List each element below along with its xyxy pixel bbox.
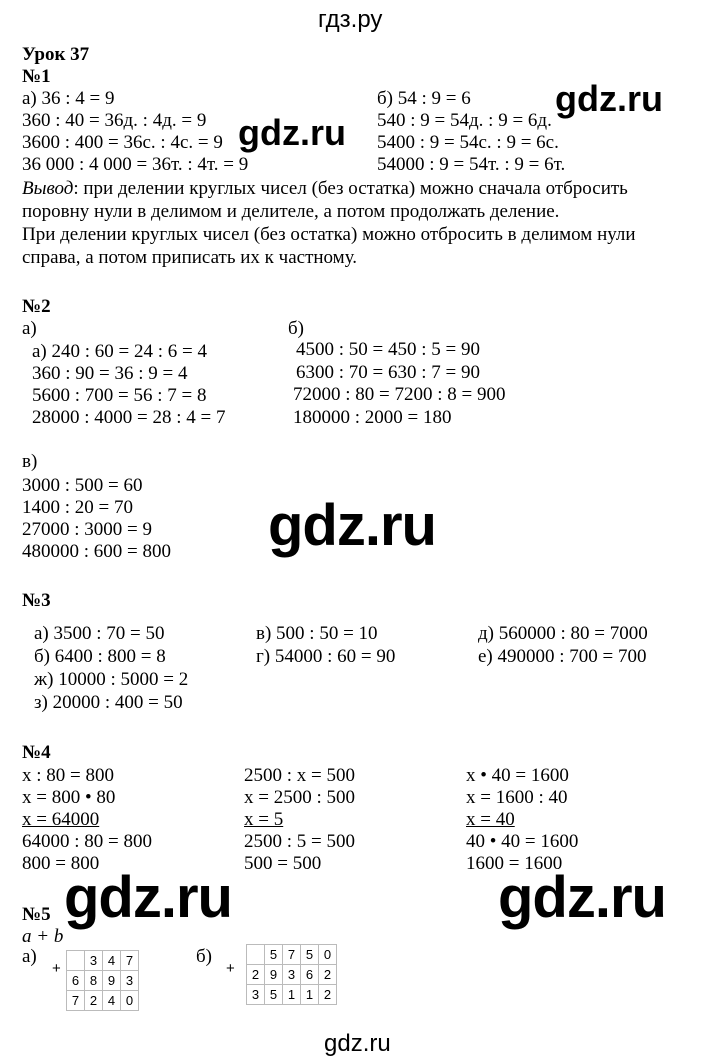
task-5-a-plus: + <box>52 960 61 977</box>
task-2-a-2: 5600 : 700 = 56 : 7 = 8 <box>32 385 207 406</box>
task-2-v-2: 27000 : 3000 = 9 <box>22 519 152 540</box>
task-2-v-0: 3000 : 500 = 60 <box>22 475 143 496</box>
grid-cell: 0 <box>319 945 337 965</box>
watermark-top: гдз.ру <box>318 6 383 33</box>
grid-cell: 9 <box>103 971 121 991</box>
grid-row <box>67 971 139 991</box>
task-2-a-1: 360 : 90 = 36 : 9 = 4 <box>32 363 188 384</box>
watermark-gdz-3: gdz.ru <box>268 493 436 558</box>
task-4-c2-0: 2500 : x = 500 <box>244 765 355 786</box>
task-4-c1-3: 64000 : 80 = 800 <box>22 831 152 852</box>
task-3-c1-3: з) 20000 : 400 = 50 <box>34 692 183 713</box>
grid-cell: 5 <box>265 985 283 1005</box>
watermark-gdz-5: gdz.ru <box>498 865 666 930</box>
task-3-c1-1: б) 6400 : 800 = 8 <box>34 646 166 667</box>
task-2-v-label: в) <box>22 451 38 472</box>
task-1-left-1: 360 : 40 = 36д. : 4д. = 9 <box>22 110 207 131</box>
task-5-expression: a + b <box>22 926 64 947</box>
watermark-bottom: gdz.ru <box>324 1030 391 1057</box>
task-5-b-grid <box>246 944 337 1005</box>
task-1-right-0: б) 54 : 9 = 6 <box>377 88 471 109</box>
task-1-right-1: 540 : 9 = 54д. : 9 = 6д. <box>377 110 552 131</box>
grid-cell <box>247 945 265 965</box>
task-3-heading: №3 <box>22 590 51 611</box>
task-2-b-0: 4500 : 50 = 450 : 5 = 90 <box>296 339 480 360</box>
conclusion-text: : при делении круглых чисел (без остатка) можно сначала отбросить поровну нули в делимом и делителе, а потом продолжать деление. <box>22 178 628 222</box>
task-2-a-label: а) <box>22 318 37 339</box>
grid-cell: 3 <box>283 965 301 985</box>
grid-cell: 0 <box>121 991 139 1011</box>
task-4-heading: №4 <box>22 742 51 763</box>
grid-cell: 2 <box>319 985 337 1005</box>
grid-cell: 2 <box>319 965 337 985</box>
task-4-c2-4: 500 = 500 <box>244 853 322 874</box>
task-5-a-label: а) <box>22 946 37 967</box>
task-2-b-label: б) <box>288 318 304 339</box>
task-5-heading: №5 <box>22 904 51 925</box>
watermark-gdz-4: gdz.ru <box>64 865 232 930</box>
task-1-right-3: 54000 : 9 = 54т. : 9 = 6т. <box>377 154 566 175</box>
task-1-left-0: а) 36 : 4 = 9 <box>22 88 115 109</box>
task-3-c3-0: д) 560000 : 80 = 7000 <box>478 623 648 644</box>
grid-cell: 9 <box>265 965 283 985</box>
task-3-c2-1: г) 54000 : 60 = 90 <box>256 646 396 667</box>
task-4-c3-1: x = 1600 : 40 <box>466 787 568 808</box>
grid-cell: 3 <box>121 971 139 991</box>
task-1-left-3: 36 000 : 4 000 = 36т. : 4т. = 9 <box>22 154 249 175</box>
task-4-c1-4: 800 = 800 <box>22 853 100 874</box>
task-1-right-2: 5400 : 9 = 54с. : 9 = 6с. <box>377 132 559 153</box>
task-4-c3-4: 1600 = 1600 <box>466 853 563 874</box>
grid-cell: 6 <box>301 965 319 985</box>
task-5-b-plus: + <box>226 960 235 977</box>
task-1-conclusion <box>22 177 682 223</box>
task-3-c2-0: в) 500 : 50 = 10 <box>256 623 378 644</box>
task-4-c3-3: 40 • 40 = 1600 <box>466 831 579 852</box>
grid-cell: 1 <box>301 985 319 1005</box>
task-4-c1-2: x = 64000 <box>22 809 100 830</box>
task-1-heading: №1 <box>22 66 51 87</box>
task-2-heading: №2 <box>22 296 51 317</box>
grid-cell: 8 <box>85 971 103 991</box>
grid-row <box>247 965 337 985</box>
task-4-c3-0: x • 40 = 1600 <box>466 765 569 786</box>
lesson-title: Урок 37 <box>22 44 90 65</box>
task-4-c3-2: x = 40 <box>466 809 515 830</box>
watermark-gdz-1: gdz.ru <box>555 78 663 119</box>
task-2-v-1: 1400 : 20 = 70 <box>22 497 133 518</box>
task-2-v-3: 480000 : 600 = 800 <box>22 541 171 562</box>
grid-cell: 7 <box>283 945 301 965</box>
grid-cell: 1 <box>283 985 301 1005</box>
task-4-c2-3: 2500 : 5 = 500 <box>244 831 355 852</box>
grid-cell: 2 <box>247 965 265 985</box>
task-2-b-1: 6300 : 70 = 630 : 7 = 90 <box>296 362 480 383</box>
task-4-c1-0: x : 80 = 800 <box>22 765 114 786</box>
grid-cell: 4 <box>103 991 121 1011</box>
grid-cell: 3 <box>247 985 265 1005</box>
task-4-c2-1: x = 2500 : 500 <box>244 787 355 808</box>
task-2-b-2: 72000 : 80 = 7200 : 8 = 900 <box>293 384 506 405</box>
task-5-a-grid <box>66 950 139 1011</box>
grid-cell: 2 <box>85 991 103 1011</box>
grid-cell: 6 <box>67 971 85 991</box>
grid-cell <box>67 951 85 971</box>
grid-cell: 5 <box>265 945 283 965</box>
grid-cell: 5 <box>301 945 319 965</box>
grid-cell: 7 <box>67 991 85 1011</box>
task-2-a-0: а) 240 : 60 = 24 : 6 = 4 <box>32 341 207 362</box>
grid-row <box>247 945 337 965</box>
task-1-rule: При делении круглых чисел (без остатка) можно отбросить в делимом нули справа, а потом приписать их к частному. <box>22 224 636 268</box>
task-3-c3-1: е) 490000 : 700 = 700 <box>478 646 647 667</box>
task-2-a-3: 28000 : 4000 = 28 : 4 = 7 <box>32 407 226 428</box>
grid-row-sum <box>67 991 139 1011</box>
task-3-c1-0: а) 3500 : 70 = 50 <box>34 623 165 644</box>
task-2-b-3: 180000 : 2000 = 180 <box>293 407 452 428</box>
grid-cell: 4 <box>103 951 121 971</box>
conclusion-label: Вывод <box>22 178 74 199</box>
task-1-left-2: 3600 : 400 = 36с. : 4с. = 9 <box>22 132 223 153</box>
grid-row <box>67 951 139 971</box>
grid-cell: 3 <box>85 951 103 971</box>
grid-cell: 7 <box>121 951 139 971</box>
task-4-c2-2: x = 5 <box>244 809 284 830</box>
watermark-gdz-2: gdz.ru <box>238 112 346 153</box>
task-5-b-label: б) <box>196 946 212 967</box>
grid-row-sum <box>247 985 337 1005</box>
task-3-c1-2: ж) 10000 : 5000 = 2 <box>34 669 189 690</box>
task-4-c1-1: x = 800 • 80 <box>22 787 116 808</box>
